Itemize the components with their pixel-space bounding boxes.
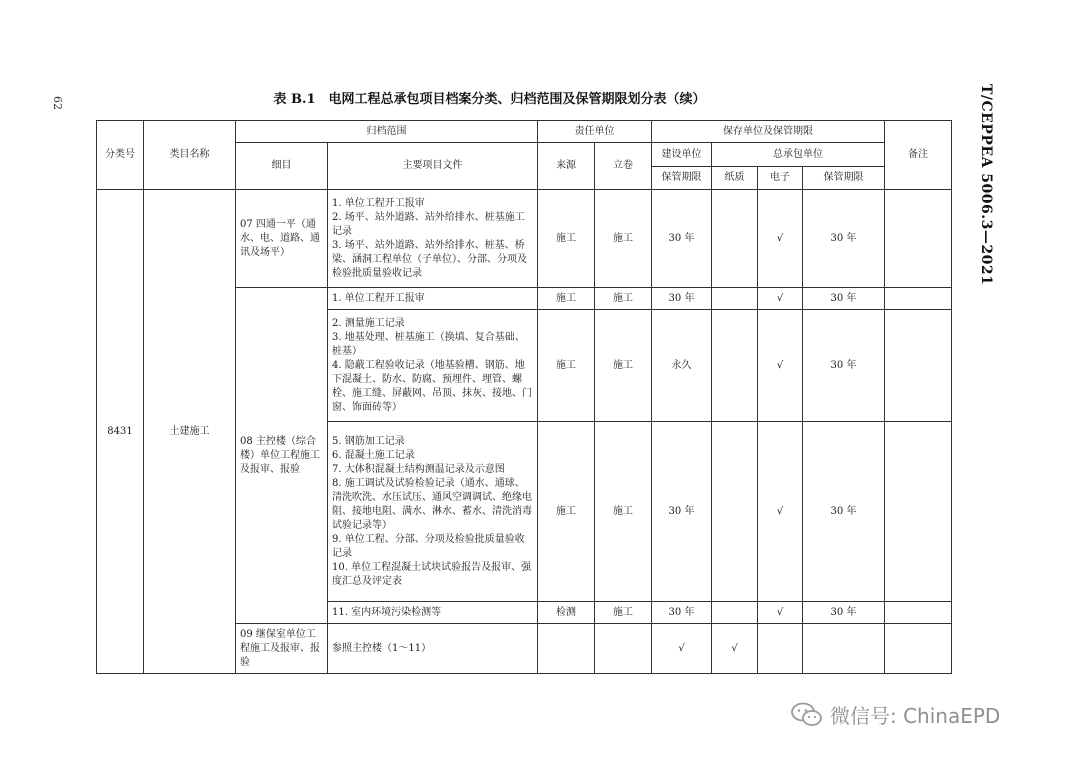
main-docs-cell (328, 190, 538, 288)
paper-cell (712, 422, 758, 602)
builder-period-cell: 永久 (652, 310, 712, 422)
standard-code: T/CEPPEA 5006.3—2021 (978, 84, 994, 286)
header-category: 类目名称 (144, 121, 236, 190)
doc-line: 4. 隐蔽工程验收记录（地基验槽、钢筋、地下混凝土、防水、防腐、预埋件、埋管、螺栓、施工缝、屏蔽网、吊顶、抹灰、接地、门窗、饰面砖等） (332, 359, 532, 413)
archive-classification-table (96, 120, 952, 674)
remark-cell (885, 602, 952, 624)
doc-line: 5. 钢筋加工记录 (332, 435, 405, 447)
watermark-text: 微信号: ChinaEPD (830, 704, 1001, 728)
contractor-period-cell: 30 年 (803, 602, 885, 624)
doc-line: 3. 场平、站外道路、站外给排水、桩基、桥梁、涵洞工程单位（子单位）、分部、分项及检验批质量验收记录 (332, 239, 527, 279)
builder-period-cell: √ (652, 624, 712, 674)
header-keeping: 保存单位及保管期限 (652, 121, 885, 143)
paper-cell: √ (712, 624, 758, 674)
source-cell: 施工 (538, 288, 595, 310)
main-docs-cell (328, 422, 538, 602)
remark-cell (885, 190, 952, 288)
source-cell (538, 624, 595, 674)
detail-cell: 07 四通一平（通水、电、道路、通讯及场平） (236, 190, 328, 288)
builder-period-cell: 30 年 (652, 288, 712, 310)
builder-period-cell: 30 年 (652, 190, 712, 288)
electronic-cell: √ (758, 422, 803, 602)
doc-line: 10. 单位工程混凝土试块试验报告及报审、强度汇总及评定表 (332, 561, 532, 587)
main-docs-cell (328, 288, 538, 310)
doc-line: 1. 单位工程开工报审 (332, 197, 425, 209)
filing-cell: 施工 (595, 422, 652, 602)
header-builder: 建设单位 (652, 143, 712, 167)
remark-cell (885, 310, 952, 422)
wechat-watermark (790, 700, 1000, 729)
remark-cell (885, 288, 952, 310)
paper-cell (712, 190, 758, 288)
builder-period-cell: 30 年 (652, 602, 712, 624)
header-filing: 立卷 (595, 143, 652, 190)
detail-cell: 09 继保室单位工程施工及报审、报验 (236, 624, 328, 674)
header-responsible: 责任单位 (538, 121, 652, 143)
paper-cell (712, 288, 758, 310)
header-code: 分类号 (97, 121, 144, 190)
header-main-docs: 主要项目文件 (328, 143, 538, 190)
doc-line: 8. 施工调试及试验检验记录（通水、通球、清洗吹洗、水压试压、通风空调调试、绝缘电阻、接地电阻、满水、淋水、蓄水、清洗消毒试验记录等） (332, 477, 532, 531)
doc-line: 3. 地基处理、桩基施工（换填、复合基础、桩基） (332, 331, 525, 357)
electronic-cell: √ (758, 310, 803, 422)
remark-cell (885, 624, 952, 674)
doc-line: 11. 室内环境污染检测等 (332, 606, 442, 618)
source-cell: 施工 (538, 190, 595, 288)
electronic-cell: √ (758, 288, 803, 310)
header-detail: 细目 (236, 143, 328, 190)
contractor-period-cell: 30 年 (803, 190, 885, 288)
doc-line: 9. 单位工程、分部、分项及检验批质量验收记录 (332, 533, 525, 559)
doc-line: 2. 测量施工记录 (332, 317, 405, 329)
source-cell: 施工 (538, 422, 595, 602)
header-source: 来源 (538, 143, 595, 190)
detail-cell: 08 主控楼（综合楼）单位工程施工及报审、报验 (236, 288, 328, 624)
filing-cell: 施工 (595, 602, 652, 624)
filing-cell (595, 624, 652, 674)
table-title: 表 B.1 电网工程总承包项目档案分类、归档范围及保管期限划分表（续） (273, 92, 706, 107)
header-electronic: 电子 (758, 167, 803, 190)
source-cell: 施工 (538, 310, 595, 422)
main-docs-cell (328, 624, 538, 674)
doc-line: 1. 单位工程开工报审 (332, 292, 425, 304)
page-number: 62 (51, 96, 64, 110)
category-name: 土建施工 (144, 190, 236, 674)
source-cell: 检测 (538, 602, 595, 624)
electronic-cell: √ (758, 602, 803, 624)
contractor-period-cell: 30 年 (803, 288, 885, 310)
category-code: 8431 (97, 190, 144, 674)
doc-line: 2. 场平、站外道路、站外给排水、桩基施工记录 (332, 211, 525, 237)
doc-line: 参照主控楼（1～11） (332, 642, 432, 654)
main-docs-cell (328, 602, 538, 624)
main-docs-cell (328, 310, 538, 422)
filing-cell: 施工 (595, 190, 652, 288)
header-contractor: 总承包单位 (712, 143, 885, 167)
doc-line: 7. 大体积混凝土结构测温记录及示意图 (332, 463, 505, 475)
header-scope: 归档范围 (236, 121, 538, 143)
contractor-period-cell (803, 624, 885, 674)
filing-cell: 施工 (595, 288, 652, 310)
builder-period-cell: 30 年 (652, 422, 712, 602)
table-row (97, 190, 952, 288)
header-remark: 备注 (885, 121, 952, 190)
header-retention: 保管期限 (652, 167, 712, 190)
contractor-period-cell: 30 年 (803, 310, 885, 422)
header-paper: 纸质 (712, 167, 758, 190)
doc-line: 6. 混凝土施工记录 (332, 449, 415, 461)
header-retention-2: 保管期限 (803, 167, 885, 190)
remark-cell (885, 422, 952, 602)
wechat-icon (790, 701, 824, 729)
contractor-period-cell: 30 年 (803, 422, 885, 602)
paper-cell (712, 602, 758, 624)
filing-cell: 施工 (595, 310, 652, 422)
paper-cell (712, 310, 758, 422)
electronic-cell: √ (758, 190, 803, 288)
electronic-cell (758, 624, 803, 674)
